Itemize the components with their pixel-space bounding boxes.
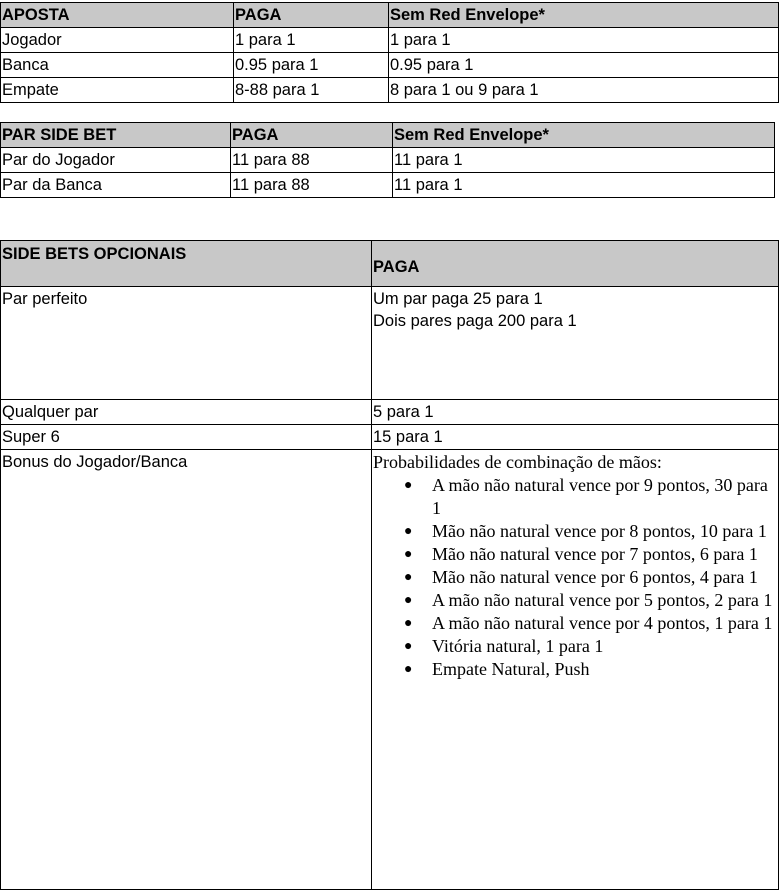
bet-name-cell: Jogador	[1, 28, 234, 53]
table-row	[1, 425, 779, 450]
column-header: PAGA	[234, 3, 389, 28]
list-item-text: Mão não natural vence por 6 pontos, 4 para 1	[432, 567, 758, 587]
table-row	[1, 400, 779, 425]
list-item-text: Vitória natural, 1 para 1	[432, 636, 604, 656]
side-bets-opcionais-table	[0, 240, 779, 890]
column-header: Sem Red Envelope*	[393, 123, 775, 148]
list-item-text: Mão não natural vence por 8 pontos, 10 para 1	[432, 521, 767, 541]
bet-name-cell: Qualquer par	[1, 400, 372, 425]
payout-cell: 5 para 1	[372, 400, 779, 425]
list-item	[373, 474, 777, 520]
column-header: Sem Red Envelope*	[389, 3, 779, 28]
aposta-table	[0, 2, 779, 103]
bullet-icon: ●	[404, 662, 413, 677]
payout-line: Dois pares paga 200 para 1	[373, 312, 577, 330]
list-item	[373, 543, 777, 566]
par-side-bet-table	[0, 122, 775, 198]
list-item	[373, 589, 777, 612]
table-row	[1, 78, 779, 103]
no-red-envelope-cell: 1 para 1	[389, 28, 779, 53]
bet-name-cell: Empate	[1, 78, 234, 103]
no-red-envelope-cell: 11 para 1	[393, 148, 775, 173]
bullet-icon: ●	[404, 547, 413, 562]
bullet-icon: ●	[404, 524, 413, 539]
table-header-row	[1, 3, 779, 28]
list-item-text: Mão não natural vence por 7 pontos, 6 para 1	[432, 544, 758, 564]
no-red-envelope-cell: 8 para 1 ou 9 para 1	[389, 78, 779, 103]
column-header: PAGA	[372, 241, 779, 287]
table-row	[1, 287, 779, 400]
list-item	[373, 566, 777, 589]
table-row	[1, 28, 779, 53]
payout-line: Um par paga 25 para 1	[373, 290, 543, 308]
column-header: APOSTA	[1, 3, 234, 28]
bonus-intro: Probabilidades de combinação de mãos:	[373, 452, 662, 472]
table-header-row	[1, 123, 775, 148]
payout-cell: 8-88 para 1	[234, 78, 389, 103]
no-red-envelope-cell: 0.95 para 1	[389, 53, 779, 78]
column-header: SIDE BETS OPCIONAIS	[1, 241, 372, 287]
table-row	[1, 173, 775, 198]
list-item-text: Empate Natural, Push	[432, 659, 590, 679]
bet-name-cell: Par do Jogador	[1, 148, 231, 173]
list-item-text: A mão não natural vence por 5 pontos, 2 para 1	[432, 590, 773, 610]
list-item-text: A mão não natural vence por 4 pontos, 1 para 1	[432, 613, 773, 633]
payout-cell	[372, 450, 779, 890]
bullet-icon: ●	[404, 478, 413, 493]
bullet-icon: ●	[404, 570, 413, 585]
list-item	[373, 658, 777, 681]
list-item	[373, 612, 777, 635]
bet-name-cell: Banca	[1, 53, 234, 78]
payout-cell: 0.95 para 1	[234, 53, 389, 78]
no-red-envelope-cell: 11 para 1	[393, 173, 775, 198]
bet-name-cell: Bonus do Jogador/Banca	[1, 450, 372, 890]
table-row	[1, 148, 775, 173]
payout-cell: 1 para 1	[234, 28, 389, 53]
table-row	[1, 450, 779, 890]
bonus-odds-list	[373, 474, 777, 681]
payout-cell	[372, 287, 779, 400]
payout-cell: 15 para 1	[372, 425, 779, 450]
list-item	[373, 635, 777, 658]
bet-name-cell: Super 6	[1, 425, 372, 450]
column-header: PAR SIDE BET	[1, 123, 231, 148]
bet-name-cell: Par perfeito	[1, 287, 372, 400]
payout-cell: 11 para 88	[231, 173, 393, 198]
table-row	[1, 53, 779, 78]
list-item	[373, 520, 777, 543]
bet-name-cell: Par da Banca	[1, 173, 231, 198]
bullet-icon: ●	[404, 593, 413, 608]
column-header: PAGA	[231, 123, 393, 148]
payout-cell: 11 para 88	[231, 148, 393, 173]
bullet-icon: ●	[404, 639, 413, 654]
table-header-row	[1, 241, 779, 287]
list-item-text: A mão não natural vence por 9 pontos, 30 para 1	[432, 475, 768, 518]
bullet-icon: ●	[404, 616, 413, 631]
